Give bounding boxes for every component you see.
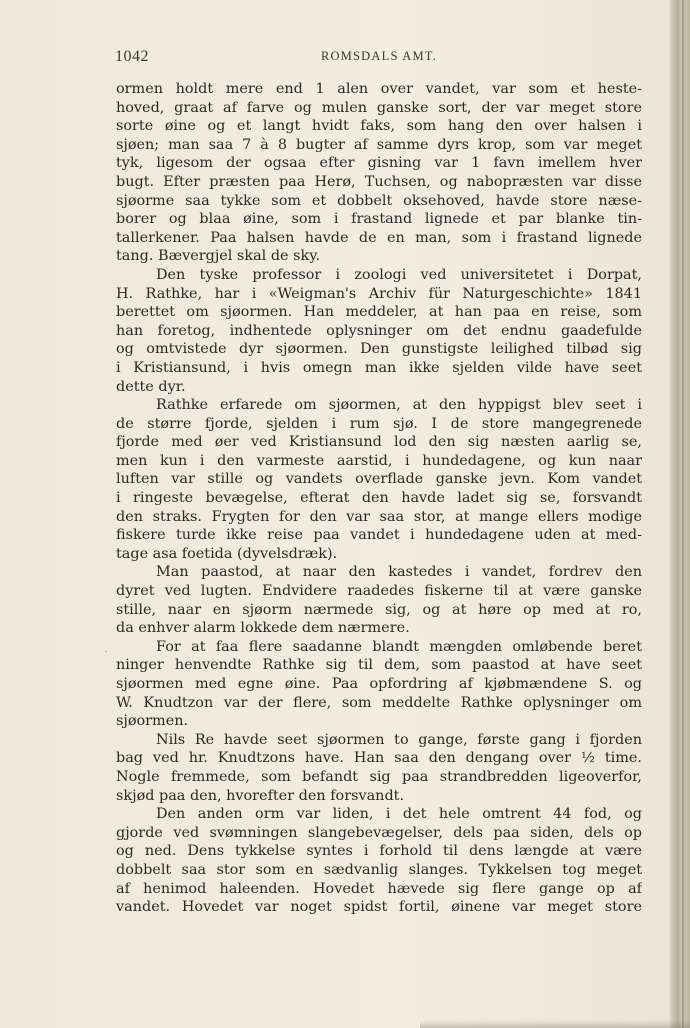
text-line: bugt. Efter præsten paa Herø, Tuchsen, og nabopræsten var disse: [116, 173, 642, 190]
text-line: fiskere turde ikke reise paa vandet i hundedagene uden at med-: [116, 527, 642, 544]
text-line: tallerkener. Paa halsen havde de en man, som i frastand lignede: [116, 229, 642, 246]
page-number: 1042: [115, 48, 149, 65]
text-line: Rathke erfarede om sjøormen, at den hyppigst blev seet i: [156, 397, 642, 414]
text-line: dette dyr.: [116, 378, 186, 395]
body-text: [116, 80, 642, 917]
running-header: [115, 48, 643, 68]
text-line: sjøormen.: [116, 713, 189, 730]
text-line: sorte øine og et langt hvidt faks, som hang den over halsen i: [116, 118, 642, 135]
text-line: dobbelt saa stor som en sædvanlig slanges. Tykkelsen tog meget: [116, 861, 642, 878]
text-line: hoved, graat af farve og mulen ganske sort, der var meget store: [116, 99, 642, 116]
text-line: For at faa flere saadanne blandt mængden omløbende beret: [156, 638, 642, 655]
text-line: stille, naar en sjøorm nærmede sig, og at høre op med at ro,: [116, 601, 642, 618]
page-edge-line: [682, 0, 684, 1028]
text-line: da enhver alarm lokkede dem nærmere.: [116, 620, 410, 637]
page-edge: [670, 0, 690, 1028]
text-line: sjøorme saa tykke som et dobbelt oksehoved, havde store næse-: [116, 192, 642, 209]
text-line: gjorde ved svømningen slangebevægelser, dels paa siden, dels op: [116, 824, 642, 841]
text-line: sjøen; man saa 7 à 8 bugter af samme dyrs krop, som var meget: [116, 136, 642, 153]
text-line: dyret ved lugten. Endvidere raadedes fiskerne til at være ganske: [116, 583, 642, 600]
text-line: vandet. Hovedet var noget spidst fortil, øinene var meget store: [116, 899, 642, 916]
text-line: tang. Bævergjel skal de sky.: [116, 248, 321, 265]
text-line: Nils Re havde seet sjøormen to gange, første gang i fjorden: [156, 731, 642, 748]
text-line: berettet om sjøormen. Han meddeler, at han paa en reise, som: [116, 304, 642, 321]
text-line: i ringeste bevægelse, efterat den havde ladet sig se, forsvandt: [116, 490, 642, 507]
text-line: han foretog, indhentede oplysninger om det endnu gaadefulde: [116, 322, 642, 339]
text-line: fjorde med øer ved Kristiansund lod den sig næsten aarlig se,: [116, 434, 642, 451]
text-line: tyk, ligesom der ogsaa efter gisning var 1 favn imellem hver: [116, 155, 642, 172]
text-line: Nogle fremmede, som befandt sig paa strandbredden ligeoverfor,: [116, 768, 642, 785]
text-line: Den tyske professor i zoologi ved universitetet i Dorpat,: [156, 266, 642, 283]
text-line: af henimod haleenden. Hovedet hævede sig flere gange op af: [116, 880, 642, 897]
text-line: og ned. Dens tykkelse syntes i forhold til dens længde at være: [116, 843, 642, 860]
text-line: men kun i den varmeste aarstid, i hundedagene, og kun naar: [116, 452, 642, 469]
text-line: og omtvistede dyr sjøormen. Den gunstigste leilighed tilbød sig: [116, 341, 642, 358]
text-line: i Kristiansund, i hvis omegn man ikke sjelden vilde have seet: [116, 359, 642, 376]
text-line: borer og blaa øine, som i frastand lignede et par blanke tin-: [116, 211, 642, 228]
text-line: W. Knudtzon var der flere, som meddelte Rathke oplysninger om: [116, 694, 642, 711]
text-line: de større fjorde, sjelden i rum sjø. I de store mangegrenede: [116, 415, 642, 432]
margin-mark: ˎ: [104, 640, 108, 653]
running-title: ROMSDALS AMT.: [320, 49, 438, 63]
text-line: H. Rathke, har i «Weigman's Archiv für Naturgeschichte» 1841: [116, 285, 642, 302]
text-line: ormen holdt mere end 1 alen over vandet, var som et heste-: [116, 81, 642, 97]
text-line: luften var stille og vandets overflade ganske jevn. Kom vandet: [116, 471, 642, 488]
text-line: bag ved hr. Knudtzons have. Han saa den dengang over ½ time.: [116, 750, 642, 767]
page-bottom-shadow: [420, 1020, 690, 1028]
text-line: sjøormen med egne øine. Paa opfordring af kjøbmændene S. og: [116, 676, 642, 692]
text-line: tage asa foetida (dyvelsdræk).: [116, 545, 338, 562]
text-line: den straks. Frygten for den var saa stor, at mange ellers modige: [116, 508, 642, 525]
text-line: skjød paa den, hvorefter den forsvandt.: [116, 787, 405, 804]
text-line: Den anden orm var liden, i det hele omtrent 44 fod, og: [156, 806, 642, 823]
text-line: ninger henvendte Rathke sig til dem, som paastod at have seet: [116, 657, 642, 674]
text-line: Man paastod, at naar den kastedes i vandet, fordrev den: [156, 564, 642, 581]
